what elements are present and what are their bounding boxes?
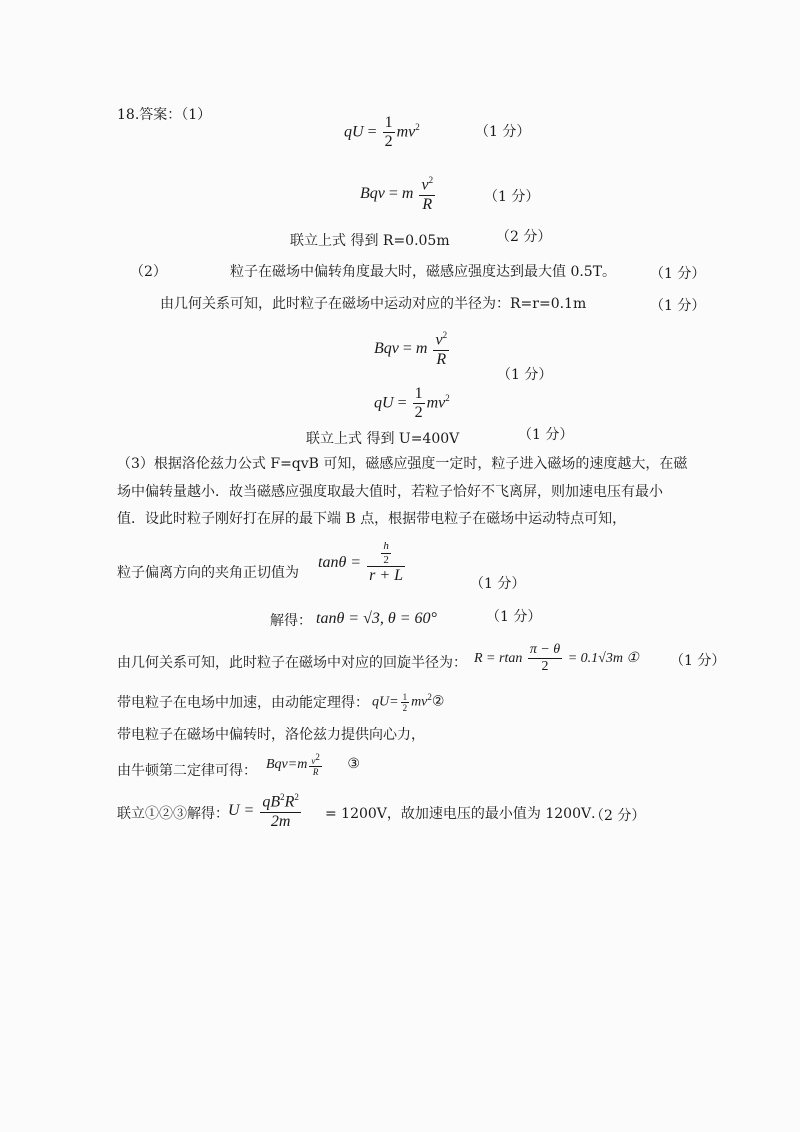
score-p2-1: （1 分） (650, 266, 706, 282)
eq-lhs: Bqv (374, 340, 399, 358)
accel-num: 1 (402, 691, 408, 702)
tan-h: h (383, 540, 389, 552)
eq-num: v (435, 331, 443, 349)
newton-mark: ③ (347, 757, 360, 773)
final-den: 2m (270, 812, 291, 830)
final-num-a: qB (262, 793, 281, 811)
score-p1-3: （2 分） (496, 229, 552, 245)
final-rhs: = 1200V，故加速电压的最小值为 1200V． (325, 806, 606, 822)
accel-rhs: mv (411, 694, 428, 710)
score-p3-1: （1 分） (470, 576, 526, 592)
part-2-label: （2） (130, 264, 167, 280)
final-label: 联立①②③解得： (117, 806, 229, 822)
score-p3-2: （1 分） (486, 609, 542, 625)
newton-lhs: Bqv=m (266, 757, 308, 773)
score-p3-4: （2 分） (590, 808, 646, 824)
eq-exp: 2 (442, 330, 448, 340)
eq-rhs: mv (426, 394, 446, 412)
eq-den: R (422, 195, 433, 213)
tan-label: 粒子偏离方向的夹角正切值为 (117, 565, 299, 581)
question-number: 18.答案：（1） (117, 107, 212, 123)
eq-lhs: Bqv (360, 185, 385, 203)
eq-coef-num: 1 (413, 385, 425, 404)
score-p3-3: （1 分） (670, 653, 726, 669)
eq-exp: 2 (428, 175, 434, 185)
solve-equation: tanθ = √3, θ = 60° (316, 610, 437, 627)
lorentz-text: 带电粒子在磁场中偏转时，洛伦兹力提供向心力， (117, 727, 425, 743)
part-3-line-1: （3）根据洛伦兹力公式 F=qvB 可知，磁感应强度一定时，粒子进入磁场的速度越大，在磁 (117, 456, 688, 472)
eq-den: R (436, 350, 447, 368)
newton-exp: 2 (315, 752, 320, 762)
equation-newton (266, 752, 360, 778)
part-3-line-2: 场中偏转量越小．故当磁感应强度取最大值时，若粒子恰好不飞离屏，则加速电压有最小 (117, 484, 663, 500)
accel-den: 2 (402, 702, 408, 713)
eq-pre: m (415, 340, 428, 358)
eq-exp: 2 (445, 393, 450, 404)
eq-rhs: mv (396, 123, 416, 141)
part-2-line-2: 由几何关系可知，此时粒子在磁场中运动对应的半径为：R=r=0.1m (160, 296, 587, 312)
accel-mark: ② (431, 694, 445, 710)
score-p2-2: （1 分） (650, 298, 706, 314)
eq-pre: m (401, 185, 414, 203)
final-exp-b: 2 (294, 792, 299, 802)
tan-den: r + L (369, 567, 404, 585)
final-lhs: U = (228, 802, 255, 820)
equation-energy-1: qU = $\frac{1}{2}$ $mv^2$ (344, 114, 420, 151)
eq-coef-den: 2 (414, 404, 423, 422)
part-2-line-1: 粒子在磁场中偏转角度最大时，磁感应强度达到最大值 0.5T。 (230, 264, 617, 280)
geom-label: 由几何关系可知，此时粒子在磁场中对应的回旋半径为： (117, 655, 467, 671)
equation-radius (474, 642, 639, 675)
eq-coef-num: 1 (383, 114, 395, 133)
geom-rhs: = 0.1√3m ① (567, 650, 639, 666)
eq-lhs: qU (344, 123, 364, 141)
eq-num: v (421, 176, 429, 194)
accel-exp: 2 (427, 692, 432, 702)
final-num-b: R (284, 793, 295, 811)
result-p2: 联立上式 得到 U=400V (306, 431, 460, 447)
newton-text: 由牛顿第二定律可得： (117, 763, 257, 779)
final-exp-a: 2 (280, 792, 285, 802)
geom-lhs: R = rtan (474, 650, 523, 666)
eq-exp: 2 (415, 122, 420, 133)
equation-final (228, 792, 303, 831)
accel-text: 带电粒子在电场中加速，由动能定理得： (117, 695, 369, 711)
newton-den: R (312, 767, 319, 778)
part-3-line-3: 值．设此时粒子刚好打在屏的最下端 B 点，根据带电粒子在磁场中运动特点可知， (117, 511, 627, 527)
equation-lorentz-1: Bqv = m $\frac{v^2}{R}$ (360, 175, 434, 213)
tan-lhs: tanθ = (318, 553, 362, 571)
equation-lorentz-2: Bqv = m $\frac{v^2}{R}$ (374, 330, 448, 368)
equation-accel (372, 688, 444, 713)
equation-tan (318, 540, 407, 586)
geom-den: 2 (541, 659, 549, 675)
score-p2-4: （1 分） (518, 427, 574, 443)
equation-energy-2: qU = $\frac{1}{2}$ $mv^2$ (374, 385, 450, 422)
score-p2-3: （1 分） (497, 367, 553, 383)
score-p1-2: （1 分） (484, 189, 540, 205)
accel-lhs: qU= (372, 694, 399, 710)
eq-coef-den: 2 (384, 133, 393, 151)
eq-lhs: qU (374, 394, 394, 412)
tan-two: 2 (383, 553, 389, 566)
solve-label: 解得： (270, 613, 312, 629)
geom-num: π − θ (528, 642, 562, 659)
result-p1: 联立上式 得到 R=0.05m (290, 233, 450, 249)
newton-num: v (311, 756, 316, 766)
score-p1-1: （1 分） (475, 124, 531, 140)
